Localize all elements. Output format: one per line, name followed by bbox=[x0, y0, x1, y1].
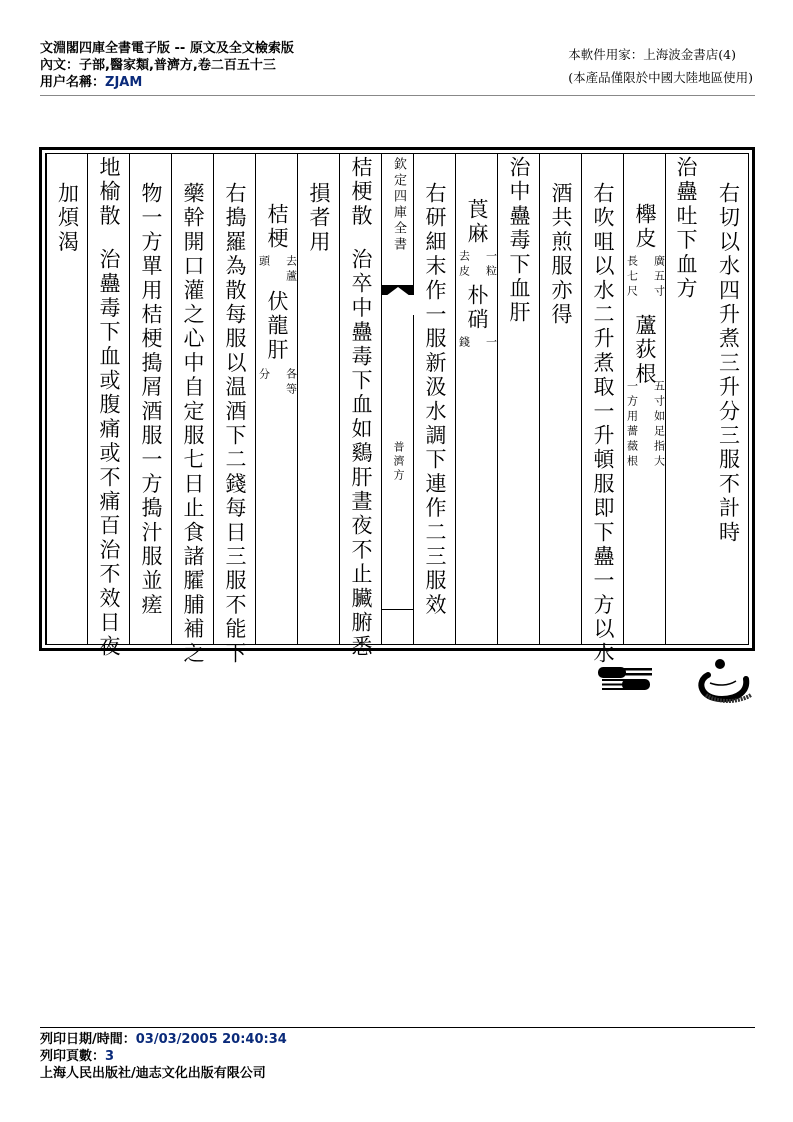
column-text: 治蠱毒下血或腹痛或不痛百治不效日夜 bbox=[97, 248, 121, 660]
note-line: 長七尺 bbox=[625, 255, 639, 300]
note-line: 各等 bbox=[284, 368, 298, 398]
column-text: 酒共煎服亦得 bbox=[549, 182, 573, 328]
column-3 bbox=[623, 154, 666, 644]
column-7 bbox=[455, 154, 498, 644]
note-line: 廣五寸 bbox=[652, 255, 666, 300]
herb-note bbox=[252, 368, 303, 398]
licensee: 本軟件用家：上海波金書店(4) bbox=[568, 47, 736, 62]
note-line: 一粒 bbox=[484, 250, 498, 280]
herb-name: 伏龍肝 bbox=[265, 290, 289, 363]
herb-name: 桔梗 bbox=[265, 203, 289, 252]
note-line: 去蘆 bbox=[284, 255, 298, 285]
fish-tail-notch bbox=[382, 287, 414, 299]
content-label: 內文： bbox=[40, 58, 80, 73]
region-notice: (本產品僅限於中國大陸地區使用) bbox=[568, 70, 753, 85]
note-line: 去皮 bbox=[457, 250, 471, 280]
publisher-logos bbox=[596, 655, 756, 711]
column-17 bbox=[46, 154, 88, 644]
header-left bbox=[40, 40, 294, 91]
print-datetime-label: 列印日期/時間： bbox=[40, 1032, 136, 1047]
herb-name: 櫸皮 bbox=[633, 203, 657, 252]
print-datetime-value: 03/03/2005 20:40:34 bbox=[135, 1032, 287, 1047]
print-datetime bbox=[40, 1031, 287, 1048]
column-text: 治蠱吐下血方 bbox=[674, 156, 698, 302]
note-line: 頭 bbox=[257, 255, 271, 270]
content-value: 子部,醫家類,普濟方,卷二百五十三 bbox=[79, 58, 276, 73]
note-line: 一 bbox=[484, 336, 498, 351]
book-page-frame bbox=[39, 147, 755, 666]
herb-note bbox=[620, 380, 671, 470]
note-line: 一方用薔薇根 bbox=[625, 380, 639, 470]
column-15 bbox=[129, 154, 172, 644]
column-text: 加煩渴 bbox=[55, 182, 80, 255]
formula-title: 地榆散 bbox=[97, 156, 121, 229]
book-title: 普濟方 bbox=[392, 441, 405, 483]
center-strip bbox=[381, 154, 414, 644]
column-12 bbox=[255, 154, 298, 644]
strip-bottom-line bbox=[382, 609, 414, 610]
column-6 bbox=[497, 154, 540, 644]
user-value: ZJAM bbox=[105, 75, 143, 90]
herb-note bbox=[452, 250, 503, 280]
column-5 bbox=[539, 154, 582, 644]
herb-name: 蘆荻根 bbox=[633, 314, 657, 387]
note-line: 分 bbox=[257, 368, 271, 383]
publisher-books-logo-icon bbox=[596, 655, 756, 711]
column-text: 右研細末作一服新汲水調下連作二三服效 bbox=[423, 182, 447, 618]
column-text: 損者用 bbox=[307, 182, 331, 255]
print-pages-label: 列印頁數： bbox=[40, 1049, 106, 1064]
print-pages bbox=[40, 1048, 287, 1065]
formula-title: 桔梗散 bbox=[349, 156, 373, 229]
column-16 bbox=[87, 154, 130, 660]
column-text: 右吹咀以水二升煮取一升頓服即下蠱一方以水 bbox=[591, 182, 615, 666]
column-text: 右切以水四升煮三升分三服不計時 bbox=[716, 182, 741, 545]
column-13 bbox=[213, 154, 256, 666]
books-stack-icon bbox=[598, 667, 652, 690]
herb-note bbox=[252, 255, 303, 285]
app-title: 文淵閣四庫全書電子版 -- 原文及全文檢索版 bbox=[40, 41, 294, 56]
note-line: 錢 bbox=[457, 336, 471, 351]
herb-note bbox=[452, 336, 503, 351]
note-line: 五寸如足指大 bbox=[652, 380, 666, 470]
column-text: 治中蠱毒下血肝 bbox=[507, 156, 531, 326]
header-right bbox=[568, 43, 753, 89]
footer-divider bbox=[40, 1027, 755, 1028]
column-text: 右搗羅為散每服以温酒下二錢每日三服不能下 bbox=[223, 182, 247, 666]
herb-note bbox=[620, 255, 671, 300]
herb-name: 莨麻 bbox=[465, 198, 489, 247]
column-1 bbox=[705, 154, 752, 644]
column-4 bbox=[581, 154, 624, 666]
column-8 bbox=[413, 154, 456, 644]
column-text: 治卒中蠱毒下血如鷄肝晝夜不止臟腑悉 bbox=[349, 248, 373, 660]
column-10 bbox=[339, 154, 382, 660]
column-text: 物一方單用桔梗搗屑酒服一方搗汁服並瘥 bbox=[139, 182, 163, 618]
dizhi-culture-logo-icon bbox=[701, 659, 751, 701]
content-path bbox=[40, 57, 294, 74]
publisher-credit: 上海人民出版社/迪志文化出版有限公司 bbox=[40, 1066, 266, 1081]
column-text: 藥幹開口灌之心中自定服七日止食諸臛脯補之 bbox=[181, 182, 205, 666]
footer bbox=[40, 1031, 287, 1082]
header-divider bbox=[40, 95, 755, 96]
column-2 bbox=[665, 154, 706, 644]
print-pages-value: 3 bbox=[105, 1049, 115, 1064]
user-name bbox=[40, 74, 294, 91]
user-label: 用户名稱： bbox=[40, 75, 106, 90]
herb-name: 朴硝 bbox=[465, 284, 489, 333]
column-14 bbox=[171, 154, 214, 666]
column-11 bbox=[297, 154, 340, 644]
series-title: 欽定四庫全書 bbox=[391, 157, 406, 253]
book-page-inner bbox=[45, 153, 749, 666]
